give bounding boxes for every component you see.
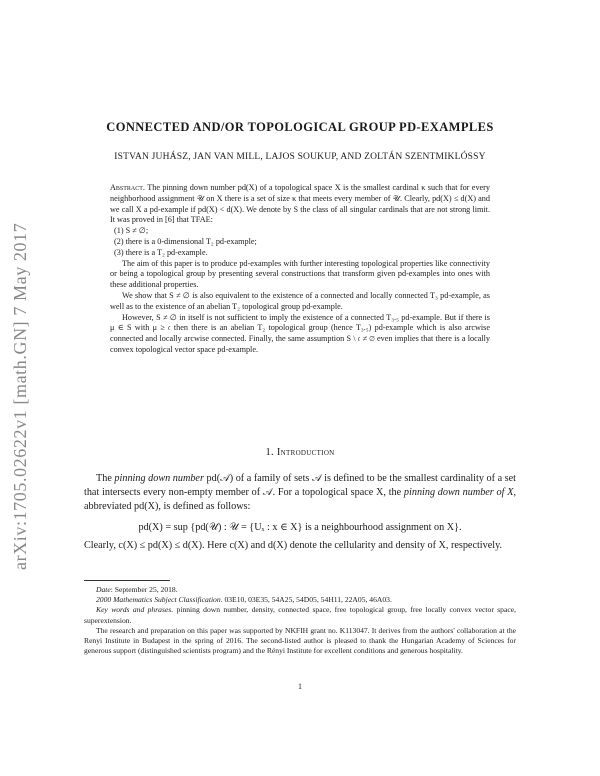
footnote-keywords [84, 605, 516, 625]
display-equation: pd(X) = sup {pd(𝒰) : 𝒰 = {Uₓ : x ∈ X} is a neighbourhood assignment on X}. [138, 521, 462, 533]
equivalence-list [110, 226, 490, 258]
footnotes [84, 585, 516, 656]
list-item: (2) there is a 0-dimensional T₂ pd-example; [114, 236, 257, 246]
intro-text: pd(𝒜) of a family of sets 𝒜 is defined to be the smallest cardinality of a set that intersects every non-empty member of 𝒜. For a topological space X, the [84, 473, 516, 499]
introduction-body [84, 472, 516, 553]
defined-term: pinning down number of X [403, 487, 514, 499]
footnote-label: 2000 Mathematics Subject Classification. [96, 595, 223, 605]
abstract-paragraph-2: The aim of this paper is to produce pd-examples with further interesting topological properties like connectivity or being a topological group by presenting several constructions that transform given pd-examples into ones with these additional properties. [110, 258, 490, 290]
footnote-msc [84, 595, 516, 605]
section-number: 1. [265, 447, 274, 458]
intro-text: The [96, 473, 115, 484]
list-item: (3) there is a T₂ pd-example. [114, 247, 208, 257]
list-item: (1) S ≠ ∅; [114, 226, 149, 236]
intro-text: , abbreviated pd(X), is defined as follows: [84, 487, 516, 513]
abstract-paragraph-3: We show that S ≠ ∅ is also equivalent to the existence of a connected and locally connected T₃ pd-example, as well as to the existence of an abelian T₂ topological group pd-example. [110, 290, 490, 311]
footnote-value: pinning down number, density, connected space, free topological group, free locally convex vector space, superextension. [84, 605, 516, 625]
footnote-funding: The research and preparation on this paper was supported by NKFIH grant no. K113047. It derives from the authors' collaboration at the Renyi Institute in Budapest in the spring of 2016. The second-listed author is pleased to thank the Hungarian Academy of Sciences for generous support (distinguished scientists program) and the Rényi Institute for excellent conditions and generous hospitality. [84, 625, 516, 656]
author-list: ISTVAN JUHÁSZ, JAN VAN MILL, LAJOS SOUKUP, AND ZOLTÁN SZENTMIKLÓSSY [114, 152, 486, 162]
defined-term: pinning down number [114, 473, 204, 484]
intro-paragraph-1 [84, 472, 516, 515]
abstract-label: Abstract. [110, 183, 145, 192]
footnote-rule [84, 580, 170, 581]
footnote-value: 03E10, 03E35, 54A25, 54D05, 54H11, 22A05, 46A03. [222, 595, 392, 605]
footnote-label: Date [96, 585, 111, 594]
intro-paragraph-2: Clearly, c(X) ≤ pd(X) ≤ d(X). Here c(X) and d(X) denote the cellularity and density of X, respectively. [84, 539, 503, 551]
abstract [110, 183, 490, 356]
footnote-label: Key words and phrases. [96, 605, 174, 615]
footnote-value: : September 25, 2018. [110, 585, 178, 594]
abstract-paragraph-1 [110, 183, 490, 226]
abstract-paragraph-4: However, S ≠ ∅ in itself is not sufficient to imply the existence of a connected T₃.₅ pd-example. But if there is μ ∈ S with μ ≥ 𝔠 then there is an abelian T₂ topological group (hence T₃.₅) pd-example which is also arcwise connected and locally arcwise connected. Finally, the same assumption S \ 𝔠 ≠ ∅ even implies that there is a locally convex topological vector space pd-example. [110, 312, 490, 354]
section-title: Introduction [276, 447, 335, 458]
abstract-text-1: The pinning down number pd(X) of a topological space X is the smallest cardinal κ such that for every neighborhood assignment 𝒰 on X there is a set of size κ that meets every member of 𝒰. Clearly, pd(X) ≤ d(X) and we call X a pd-example if pd(X) < d(X). We denote by S the class of all singular cardinals that are not strong limit. It was proved in [6] that TFAE: [110, 183, 490, 225]
arxiv-watermark [8, 170, 32, 570]
paper-title: CONNECTED AND/OR TOPOLOGICAL GROUP PD-EXAMPLES [106, 120, 494, 134]
page-number: 1 [298, 682, 302, 691]
arxiv-id: arXiv:1705.02622v1 [math.GN] 7 May 2017 [10, 222, 30, 570]
footnote-date [84, 585, 516, 595]
section-heading [40, 447, 560, 458]
